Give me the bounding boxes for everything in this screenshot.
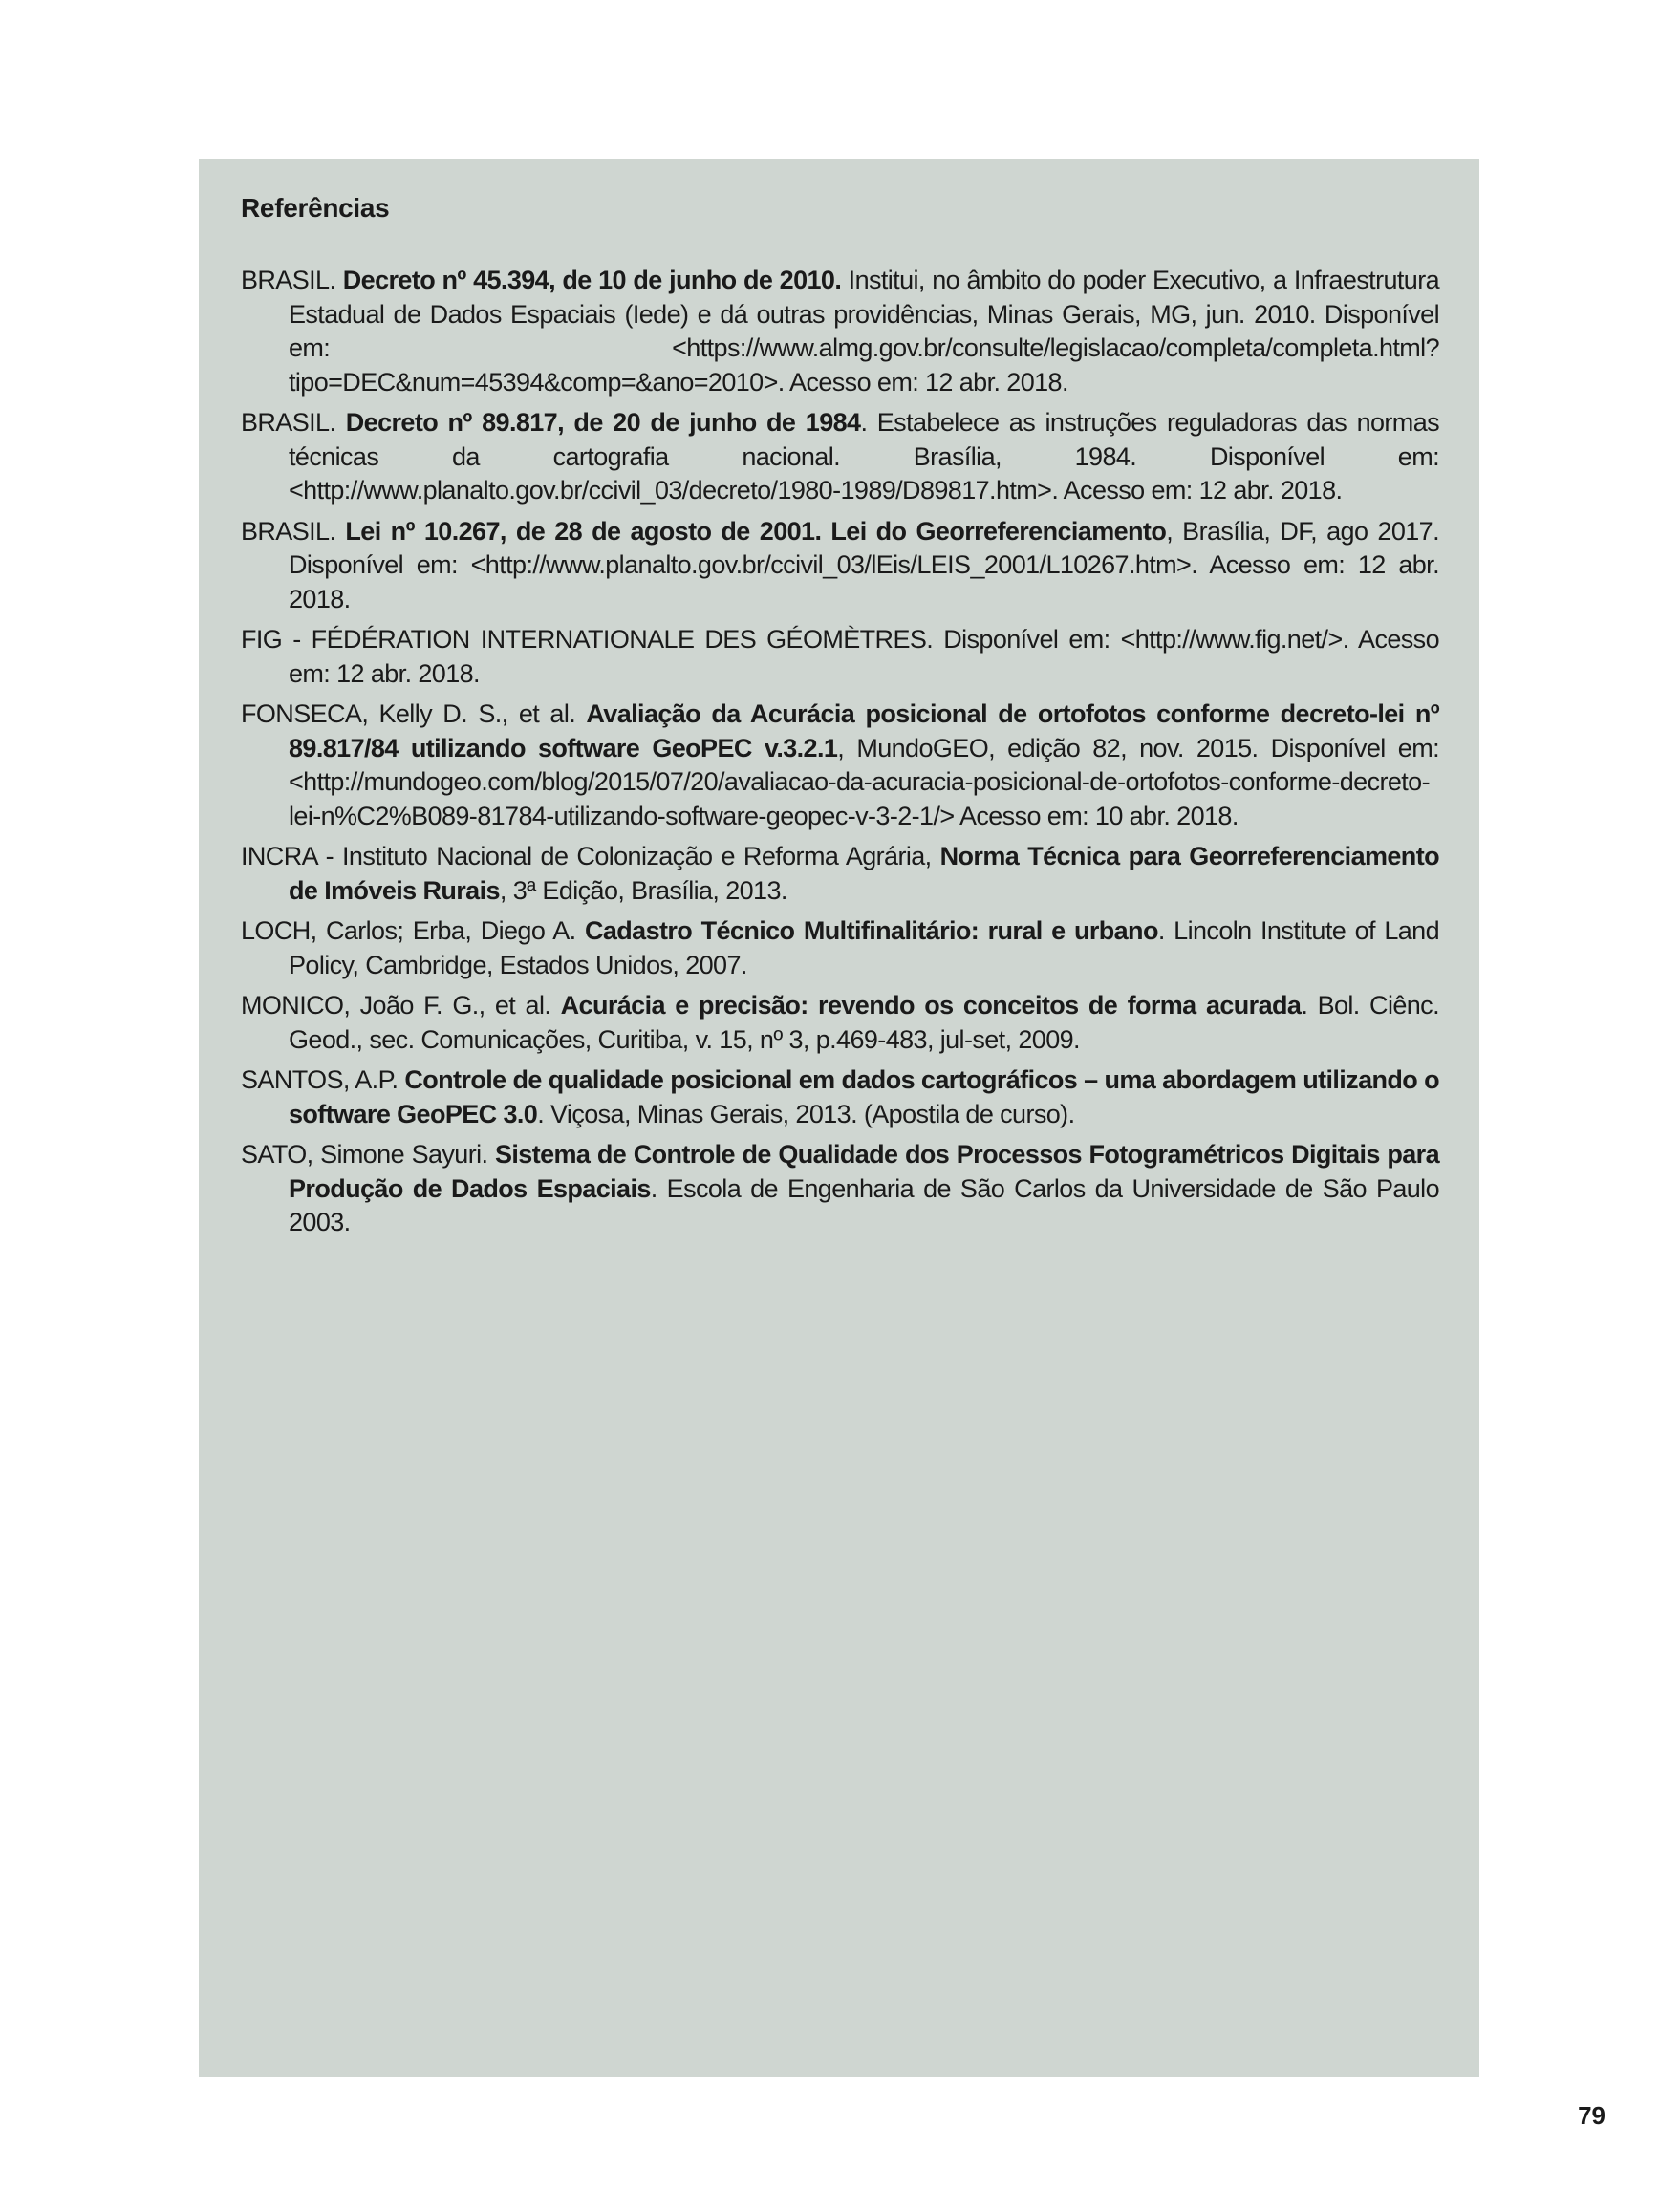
reference-item <box>241 406 1439 508</box>
reference-title: Controle de qualidade posicional em dados cartográficos – uma abordagem utilizando o software GeoPEC 3.0 <box>289 1065 1439 1128</box>
reference-title: Acurácia e precisão: revendo os conceitos de forma acurada <box>560 991 1302 1020</box>
references-panel <box>199 159 1479 2077</box>
reference-author: BRASIL. <box>241 516 346 546</box>
reference-details: , Brasília, DF, ago 2017. Disponível em: <http://www.planalto.gov.br/ccivil_03/lEis/LEIS_2001/L10267.htm>. Acesso em: 12 abr. 2018. <box>289 516 1439 613</box>
reference-author: SATO, Simone Sayuri. <box>241 1140 495 1169</box>
reference-item <box>241 698 1439 833</box>
reference-title: Decreto nº 89.817, de 20 de junho de 1984 <box>345 408 861 437</box>
reference-author: INCRA - Instituto Nacional de Colonização e Reforma Agrária, <box>241 842 940 870</box>
reference-item <box>241 623 1439 691</box>
reference-item <box>241 1063 1439 1131</box>
reference-details: . Estabelece as instruções reguladoras das normas técnicas da cartografia nacional. Brasília, 1984. Disponível em: <http://www.planalto.gov.br/ccivil_03/decreto/1980-1989/D89817.htm>. Acesso em: 12 abr. 2018. <box>289 408 1440 505</box>
reference-author: SANTOS, A.P. <box>241 1065 405 1094</box>
reference-author: FIG - FÉDÉRATION INTERNATIONALE DES GÉOMÈTRES. Disponível em: <http://www.fig.net/>. Acesso em: 12 abr. 2018. <box>241 625 1439 688</box>
reference-details: . Bol. Ciênc. Geod., sec. Comunicações, Curitiba, v. 15, nº 3, p.469-483, jul-set, 2009. <box>289 991 1439 1054</box>
reference-author: BRASIL. <box>241 408 346 437</box>
page-number: 79 <box>1578 2101 1605 2130</box>
reference-title: Cadastro Técnico Multifinalitário: rural e urbano <box>584 916 1158 945</box>
reference-item <box>241 264 1439 399</box>
reference-details: . Viçosa, Minas Gerais, 2013. (Apostila de curso). <box>537 1099 1075 1128</box>
reference-title: Lei nº 10.267, de 28 de agosto de 2001. Lei do Georreferenciamento <box>345 516 1167 546</box>
reference-item <box>241 840 1439 908</box>
reference-item <box>241 1138 1439 1240</box>
reference-author: BRASIL. <box>241 266 343 294</box>
reference-details: , MundoGEO, edição 82, nov. 2015. Disponível em: <http://mundogeo.com/blog/2015/07/20/avaliacao-da-acuracia-posicional-de-ortofotos-conforme-decreto-lei-n%C2%B089-81784-utilizando-software-geopec-v-3-2-1/> Acesso em: 10 abr. 2018. <box>289 733 1440 830</box>
reference-details: . Lincoln Institute of Land Policy, Cambridge, Estados Unidos, 2007. <box>289 916 1440 979</box>
reference-title: Norma Técnica para Georreferenciamento de Imóveis Rurais <box>289 842 1439 905</box>
reference-title: Sistema de Controle de Qualidade dos Processos Fotogramétricos Digitais para Produção de Dados Espaciais <box>289 1140 1439 1203</box>
reference-title: Avaliação da Acurácia posicional de ortofotos conforme decreto-lei nº 89.817/84 utilizando software GeoPEC v.3.2.1 <box>289 699 1440 762</box>
reference-item <box>241 914 1439 982</box>
reference-author: FONSECA, Kelly D. S., et al. <box>241 699 587 728</box>
reference-item <box>241 515 1439 617</box>
reference-details: . Escola de Engenharia de São Carlos da Universidade de São Paulo 2003. <box>289 1173 1439 1236</box>
reference-details: Institui, no âmbito do poder Executivo, a Infraestrutura Estadual de Dados Espaciais (Iede) e dá outras providências, Minas Gerais, MG, jun. 2010. Disponível em: <https://www.almg.gov.br/consulte/legislacao/completa/completa.html?tipo=DEC&num=45394&comp=&ano=2010>. Acesso em: 12 abr. 2018. <box>289 266 1439 397</box>
reference-details: , 3ª Edição, Brasília, 2013. <box>499 875 787 905</box>
references-heading: Referências <box>241 193 390 223</box>
references-list <box>241 264 1439 1240</box>
reference-author: MONICO, João F. G., et al. <box>241 991 561 1020</box>
reference-title: Decreto nº 45.394, de 10 de junho de 2010. <box>342 266 842 294</box>
reference-item <box>241 989 1439 1057</box>
reference-author: LOCH, Carlos; Erba, Diego A. <box>241 916 585 945</box>
